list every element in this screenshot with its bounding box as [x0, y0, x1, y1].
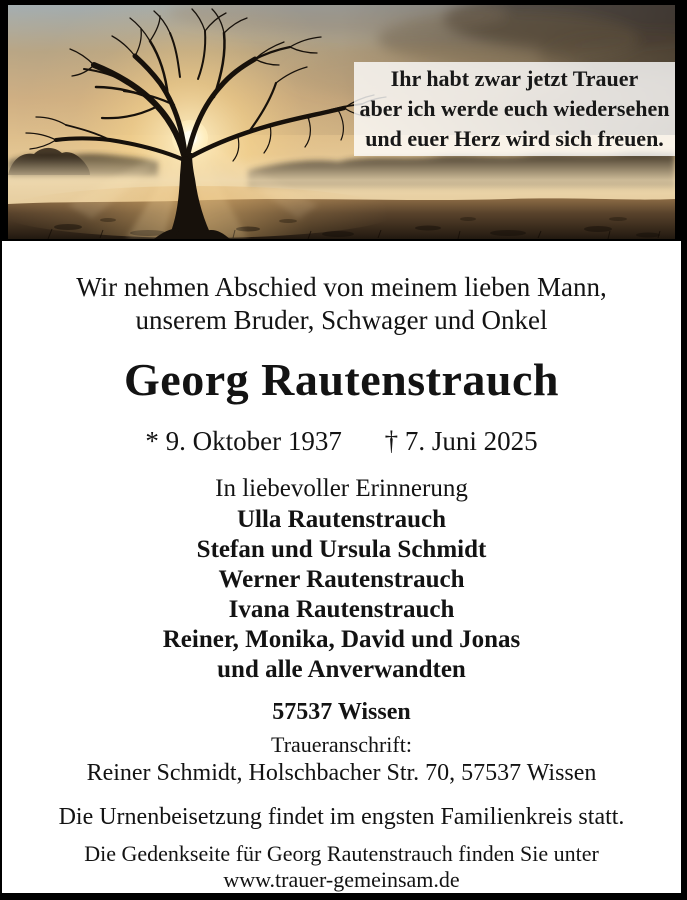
city-line: 57537 Wissen	[272, 699, 411, 725]
deceased-name: Georg Rautenstrauch	[124, 354, 559, 405]
quote-line: Ihr habt zwar jetzt Trauer	[390, 66, 639, 91]
quote-line: aber ich werde euch wiedersehen	[359, 96, 670, 121]
mourner-name: Ulla Rautenstrauch	[236, 506, 447, 533]
mourner-name: Reiner, Monika, David und Jonas	[162, 626, 521, 653]
address-label: Traueranschrift:	[271, 732, 412, 757]
memorial-note: Die Gedenkseite für Georg Rautenstrauch finden Sie unter	[84, 841, 599, 866]
intro-text	[2, 271, 681, 337]
life-dates	[2, 425, 681, 458]
mourner-name: und alle Anverwandten	[217, 656, 466, 683]
quote-box	[354, 62, 675, 156]
birth-date: * 9. Oktober 1937	[145, 426, 342, 456]
mourner-name: Stefan und Ursula Schmidt	[196, 536, 487, 563]
intro-line: Wir nehmen Abschied von meinem lieben Mann,	[76, 272, 607, 302]
mourner-name: Werner Rautenstrauch	[218, 566, 465, 593]
burial-note: Die Urnenbeisetzung findet im engsten Familienkreis statt.	[58, 804, 625, 830]
memorial-photo	[2, 0, 681, 241]
mourner-name: Ivana Rautenstrauch	[228, 596, 455, 623]
memorial-url: www.trauer-gemeinsam.de	[223, 867, 460, 892]
memory-line: In liebevoller Erinnerung	[215, 475, 468, 502]
death-date: † 7. Juni 2025	[384, 426, 538, 456]
intro-line: unserem Bruder, Schwager und Onkel	[135, 305, 548, 335]
notice-body	[2, 271, 681, 893]
mourners-list	[2, 505, 681, 685]
address-line: Reiner Schmidt, Holschbacher Str. 70, 57537 Wissen	[86, 760, 597, 786]
quote-line: und euer Herz wird sich freuen.	[365, 126, 664, 151]
